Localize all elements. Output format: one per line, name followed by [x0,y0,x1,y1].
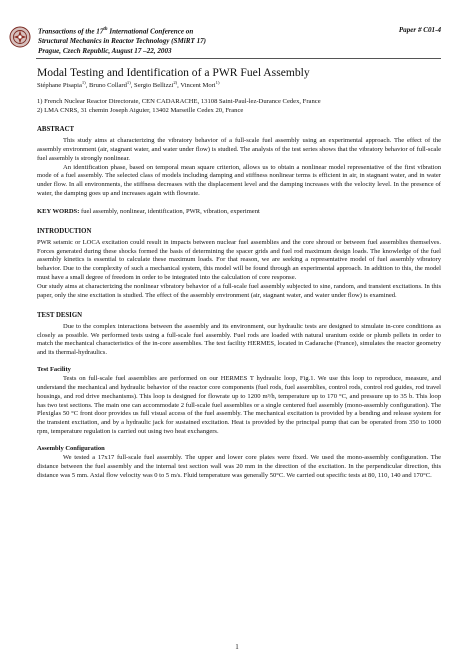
abstract-paragraph: An identification phase, based on temporal mean square criterion, allows us to obtain a nonlinear model representative of the first vibration mode of a fuel assembly. The selected class of models including damping and stiffness nonlinear terms is efficient in air, in stagnant water, and in water under flow. In all environments, the stiffness decreases with the displacement level and the damping increases with the velocity level. In the presence of water, the damping goes up and increases again with flowrate. [37,163,441,198]
abstract-paragraph: This study aims at characterizing the vibratory behavior of a full-scale fuel assembly using an experimental approach. The effect of the assembly environment (air, stagnant water, and water under flow) is studied. The analysis of the test series shows that the vibratory behavior of full-scale fuel assembly is strongly nonlinear. [37,137,441,162]
keywords-text: fuel assembly, nonlinear, identification, PWR, vibration, experiment [79,207,260,215]
conference-line-3: Prague, Czech Republic, August 17 –22, 2003 [38,47,172,56]
keywords [37,208,441,217]
main-column [37,66,441,480]
section-heading-abstract: ABSTRACT [37,126,75,133]
author-list: Stéphane Pisapia$^{1)}$, Bruno Collard$^{1)}$, Sergio Bellizzi$^{2)}$, Vincent Mori$^{1)}$ [37,79,220,89]
section-heading-introduction: INTRODUCTION [37,227,92,235]
subsection-heading-assembly-configuration: Assembly Configuration [37,444,105,452]
keywords-label: KEY WORDS: [37,207,80,215]
author-name: Bruno Collard [89,82,127,89]
affiliation: 1) French Nuclear Reactor Directorate, CEN CADARACHE, 13108 Saint-Paul-lez-Durance Cedex, France [37,98,321,105]
section-heading-test-design: TEST DESIGN [37,311,83,319]
page-number: 1 [235,643,239,651]
conference-line-1: Transactions of the 17th International Conference on [38,27,194,36]
assembly-configuration-paragraph: We tested a 17x17 full-scale fuel assembly. The upper and lower core plates were fixed. We used the mono-assembly configuration. The distance between the fuel assembly and the internal test section wall was 20 mm in the direction of the excitation. In the perpendicular direction, this distance was 5 mm. Axial flow velocity was 0 to 5 m/s. Fluid temperature was generally 50°C. We carried out specific tests at 80, 110, 140 and 170°C. [37,453,441,479]
test-facility-paragraph: Tests on full-scale fuel assemblies are performed on our HERMES T hydraulic loop, Fig.1. We use this loop to reproduce, measure, and understand the mechanical and hydraulic behavior of the reactor core components (fuel rods, fuel assemblies, control rods, control rod guides, rod travel housings, and rod drive mechanisms). This loop is designed for flowrate up to 1200 m³/h, temperature up to 170 °C, and pressure up to 35 b. This loop has two test sections. The main one can accommodate 2 full-scale fuel assemblies or a single centered fuel assembly (mono-assembly configuration). The Plexiglas 50 °C front door provides us full visual access of the fuel assembly. The mechanical excitation is provided by a bending and release system for the transient excitation, and by a hydraulic jack for sustained excitation. Heat is provided by the principal pump that can be operated from 350 to 1000 rpm, temperature regulation is carried out using two heat exchangers. [37,375,441,436]
smirt-logo [9,26,31,48]
introduction-paragraph: Our study aims at characterizing the nonlinear vibratory behavior of a full-scale fuel assembly subjected to sine, random, and transient excitations. In this paper, only the sine excitation is studied. The effect of the assembly environment (air, stagnant water, and water under flow) is examined. [37,282,441,299]
author-name: Stéphane Pisapia [37,82,82,89]
test-design-paragraph: Due to the complex interactions between the assembly and its environment, our hydraulic tests are designed to simulate in-core conditions as closely as possible. We performed tests using a full-scale fuel assembly. Fuel rods are loaded with natural uranium oxide or plumb pellets in order to match the mechanical characteristics of the in-core assemblies. The test facility HERMES, located in Cadarache (France), simulates the reactor geometry and its thermal-hydraulics. [37,322,441,357]
subsection-heading-test-facility: Test Facility [37,366,71,374]
affiliation: 2) LMA CNRS, 31 chemin Joseph Aiguier, 13402 Marseille Cedex 20, France [37,107,244,114]
conference-header [38,25,368,56]
author-name: Vincent Mori [180,82,216,89]
header-divider [36,58,441,59]
introduction-paragraph: PWR seismic or LOCA excitation could result in impacts between nuclear fuel assemblies and the core shroud or between fuel assemblies themselves. Forces generated during these shocks formed the basis of determining the spacer grids and fuel rod maximum design loads. The knowledge of the fuel assembly kinetics is essential to calculate these maximum loads. For that reason, we are seeking a representative model of fuel assembly vibratory behavior. Due to the complexity of such a mechanical system, this model will be found through an experimental approach. In addition to this, the model must have a small degree of freedom in order to be integrated into the calculation of core response. [37,238,441,282]
paper-number: Paper # C01-4 [398,26,441,34]
conference-line-2: Structural Mechanics in Reactor Technology (SMiRT 17) [38,37,207,46]
author-name: Sergio Bellizzi [134,82,174,89]
paper-title: Modal Testing and Identification of a PWR Fuel Assembly [37,66,310,79]
